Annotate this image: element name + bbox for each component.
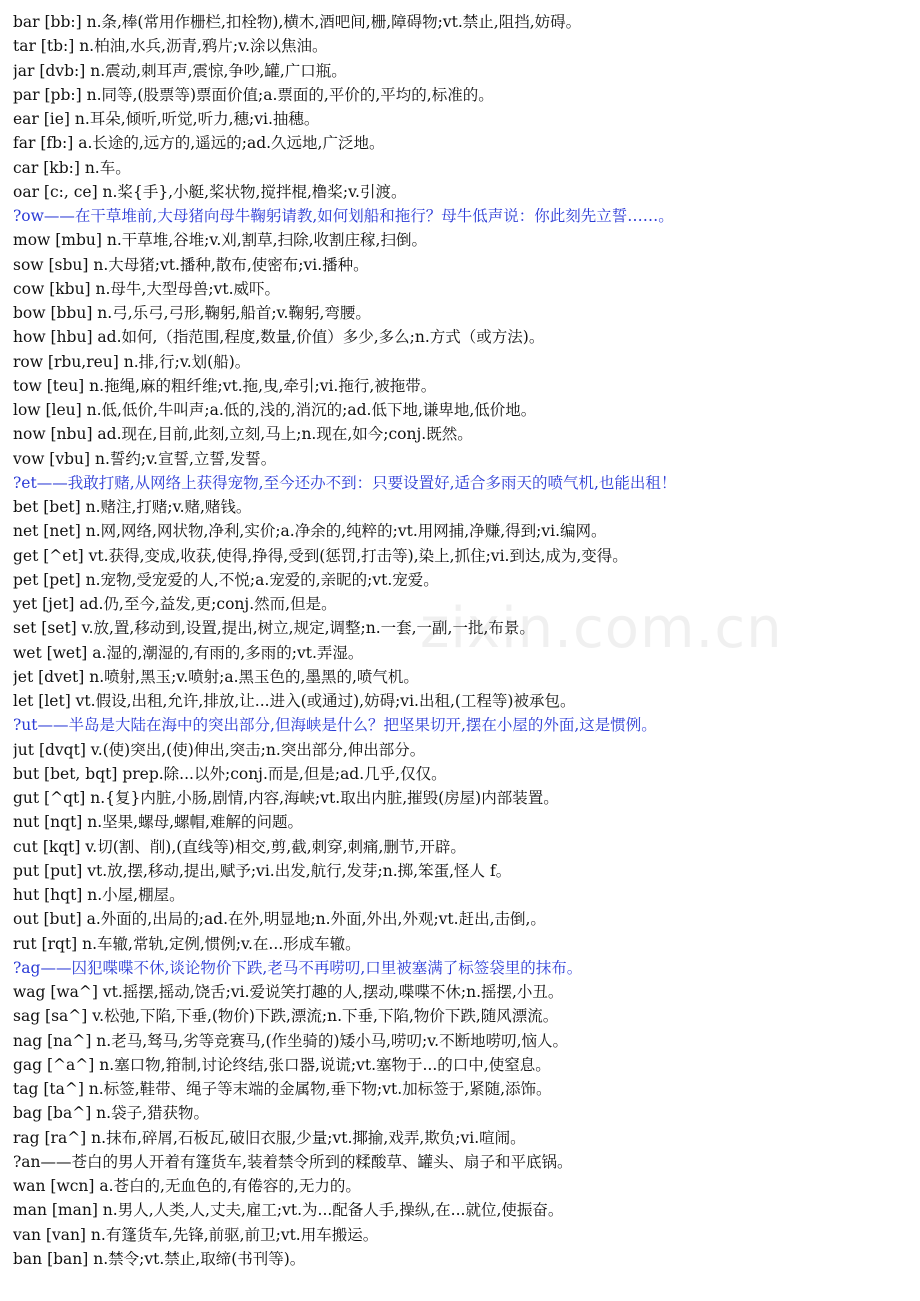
entry-line: ?an——苍白的男人开着有篷货车,装着禁令所到的糅酸草、罐头、扇子和平底锅。 (13, 1152, 573, 1171)
entry-line: gut [^qt] n.{复}内脏,小肠,剧情,内容,海峡;vt.取出内脏,摧毁(房屋)内部装置。 (13, 789, 559, 807)
entry-line: gag [^a^] n.塞口物,箝制,讨论终结,张口器,说谎;vt.塞物于...的口中,使窒息。 (13, 1055, 551, 1074)
mnemonic-line: ?ut——半岛是大陆在海中的突出部分,但海峡是什么？把坚果切开,摆在小屋的外面,这是惯例。 (13, 716, 657, 735)
mnemonic-line: ?et——我敢打赌,从网络上获得宠物,至今还办不到：只要设置好,适合多雨天的喷气机,也能出租！ (13, 473, 677, 492)
entry-line: nag [na^] n.老马,驽马,劣等竞赛马,(作坐骑的)矮小马,唠叨;v.不断地唠叨,恼人。 (13, 1031, 569, 1050)
entry-line: jut [dvqt] v.(使)突出,(使)伸出,突击;n.突出部分,伸出部分。 (13, 740, 426, 759)
entry-line: how [hbu] ad.如何,（指范围,程度,数量,价值）多少,多么;n.方式（或方法)。 (13, 328, 545, 347)
entry-line: rut [rqt] n.车辙,常轨,定例,惯例;v.在...形成车辙。 (13, 934, 361, 953)
entry-line: bag [ba^] n.袋子,猎获物。 (13, 1104, 210, 1123)
entry-line: wan [wcn] a.苍白的,无血色的,有倦容的,无力的。 (13, 1177, 361, 1195)
entry-line: row [rbu,reu] n.排,行;v.划(船)。 (13, 352, 251, 371)
entry-line: oar [c:, ce] n.桨{手},小艇,桨状物,搅拌棍,橹桨;v.引渡。 (13, 182, 407, 201)
entry-line: rag [ra^] n.抹布,碎屑,石板瓦,破旧衣服,少量;vt.揶揄,戏弄,欺负;vi.喧闹。 (13, 1128, 526, 1147)
entry-line: par [pb:] n.同等,(股票等)票面价值;a.票面的,平价的,平均的,标准的。 (13, 85, 494, 104)
entry-line: let [let] vt.假设,出租,允许,排放,让...进入(或通过),妨碍;vi.出租,(工程等)被承包。 (13, 692, 576, 710)
entry-line: nut [nqt] n.坚果,螺母,螺帽,难解的问题。 (13, 813, 303, 832)
entry-line: tow [teu] n.拖绳,麻的粗纤维;vt.拖,曳,牵引;vi.拖行,被拖带。 (13, 376, 437, 395)
entry-line: bow [bbu] n.弓,乐弓,弓形,鞠躬,船首;v.鞠躬,弯腰。 (13, 304, 371, 322)
entry-line: bet [bet] n.赌注,打赌;v.赌,赌钱。 (13, 498, 252, 516)
entry-line: cut [kqt] v.切(割、削),(直线等)相交,剪,截,刺穿,刺痛,删节,开辟。 (13, 837, 466, 856)
entry-line: man [man] n.男人,人类,人,丈夫,雇工;vt.为...配备人手,操纵,在...就位,使振奋。 (13, 1201, 564, 1220)
entry-line: wag [wa^] vt.摇摆,摇动,饶舌;vi.爱说笑打趣的人,摆动,喋喋不休;n.摇摆,小丑。 (13, 983, 564, 1001)
entry-line: wet [wet] a.湿的,潮湿的,有雨的,多雨的;vt.弄湿。 (13, 643, 364, 662)
entry-line: yet [jet] ad.仍,至今,益发,更;conj.然而,但是。 (13, 595, 337, 613)
entry-line: but [bet, bqt] prep.除...以外;conj.而是,但是;ad.几乎,仅仅。 (13, 764, 447, 783)
entry-line: jet [dvet] n.喷射,黑玉;v.喷射;a.黑玉色的,墨黑的,喷气机。 (13, 667, 419, 686)
entry-line: put [put] vt.放,摆,移动,提出,赋予;vi.出发,航行,发芽;n.掷,笨蛋,怪人 f。 (13, 861, 512, 880)
entry-line: net [net] n.网,网络,网状物,净利,实价;a.净余的,纯粹的;vt.用网捕,净赚,得到;vi.编网。 (13, 522, 607, 541)
mnemonic-line: ?ow——在干草堆前,大母猪向母牛鞠躬请教,如何划船和拖行？母牛低声说：你此刻先立誓……。 (13, 207, 674, 225)
entry-line: pet [pet] n.宠物,受宠爱的人,不悦;a.宠爱的,亲昵的;vt.宠爱。 (13, 570, 439, 589)
entry-line: bar [bb:] n.条,棒(常用作栅栏,扣栓物),横木,酒吧间,栅,障碍物;vt.禁止,阻挡,妨碍。 (13, 13, 582, 31)
entry-line: set [set] v.放,置,移动到,设置,提出,树立,规定,调整;n.一套,一副,一批,布景。 (13, 619, 535, 638)
entry-line: car [kb:] n.车。 (13, 158, 131, 177)
entry-line: get [^et] vt.获得,变成,收获,使得,挣得,受到(惩罚,打击等),染上,抓住;vi.到达,成为,变得。 (13, 546, 628, 565)
entry-line: sag [sa^] v.松弛,下陷,下垂,(物价)下跌,漂流;n.下垂,下陷,物价下跌,随风漂流。 (13, 1007, 559, 1026)
vocabulary-list (13, 10, 913, 1271)
entry-line: ear [ie] n.耳朵,倾听,听觉,听力,穗;vi.抽穗。 (13, 110, 320, 128)
entry-line: hut [hqt] n.小屋,棚屋。 (13, 886, 185, 904)
entry-line: tag [ta^] n.标签,鞋带、绳子等末端的金属物,垂下物;vt.加标签于,紧随,添饰。 (13, 1080, 552, 1098)
entry-line: sow [sbu] n.大母猪;vt.播种,散布,使密布;vi.播种。 (13, 255, 369, 274)
entry-line: ban [ban] n.禁令;vt.禁止,取缔(书刊等)。 (13, 1249, 306, 1268)
watermark: zixin.com.cn (420, 596, 783, 661)
entry-line: far [fb:] a.长途的,远方的,遥远的;ad.久远地,广泛地。 (13, 134, 385, 153)
entry-line: vow [vbu] n.誓约;v.宣誓,立誓,发誓。 (13, 449, 277, 468)
entry-line: now [nbu] ad.现在,目前,此刻,立刻,马上;n.现在,如今;conj.既然。 (13, 425, 473, 444)
entry-line: cow [kbu] n.母牛,大型母兽;vt.威吓。 (13, 279, 280, 298)
entry-line: mow [mbu] n.干草堆,谷堆;v.刈,割草,扫除,收割庄稼,扫倒。 (13, 231, 427, 250)
mnemonic-line: ?ag——囚犯喋喋不休,谈论物价下跌,老马不再唠叨,口里被塞满了标签袋里的抹布。 (13, 958, 583, 977)
entry-line: jar [dvb:] n.震动,刺耳声,震惊,争吵,罐,广口瓶。 (13, 61, 347, 80)
entry-line: out [but] a.外面的,出局的;ad.在外,明显地;n.外面,外出,外观;vt.赶出,击倒,。 (13, 910, 546, 929)
entry-line: tar [tb:] n.柏油,水兵,沥青,鸦片;v.涂以焦油。 (13, 37, 328, 56)
entry-line: low [leu] n.低,低价,牛叫声;a.低的,浅的,消沉的;ad.低下地,谦卑地,低价地。 (13, 401, 537, 419)
entry-line: van [van] n.有篷货车,先锋,前驱,前卫;vt.用车搬运。 (13, 1225, 379, 1244)
